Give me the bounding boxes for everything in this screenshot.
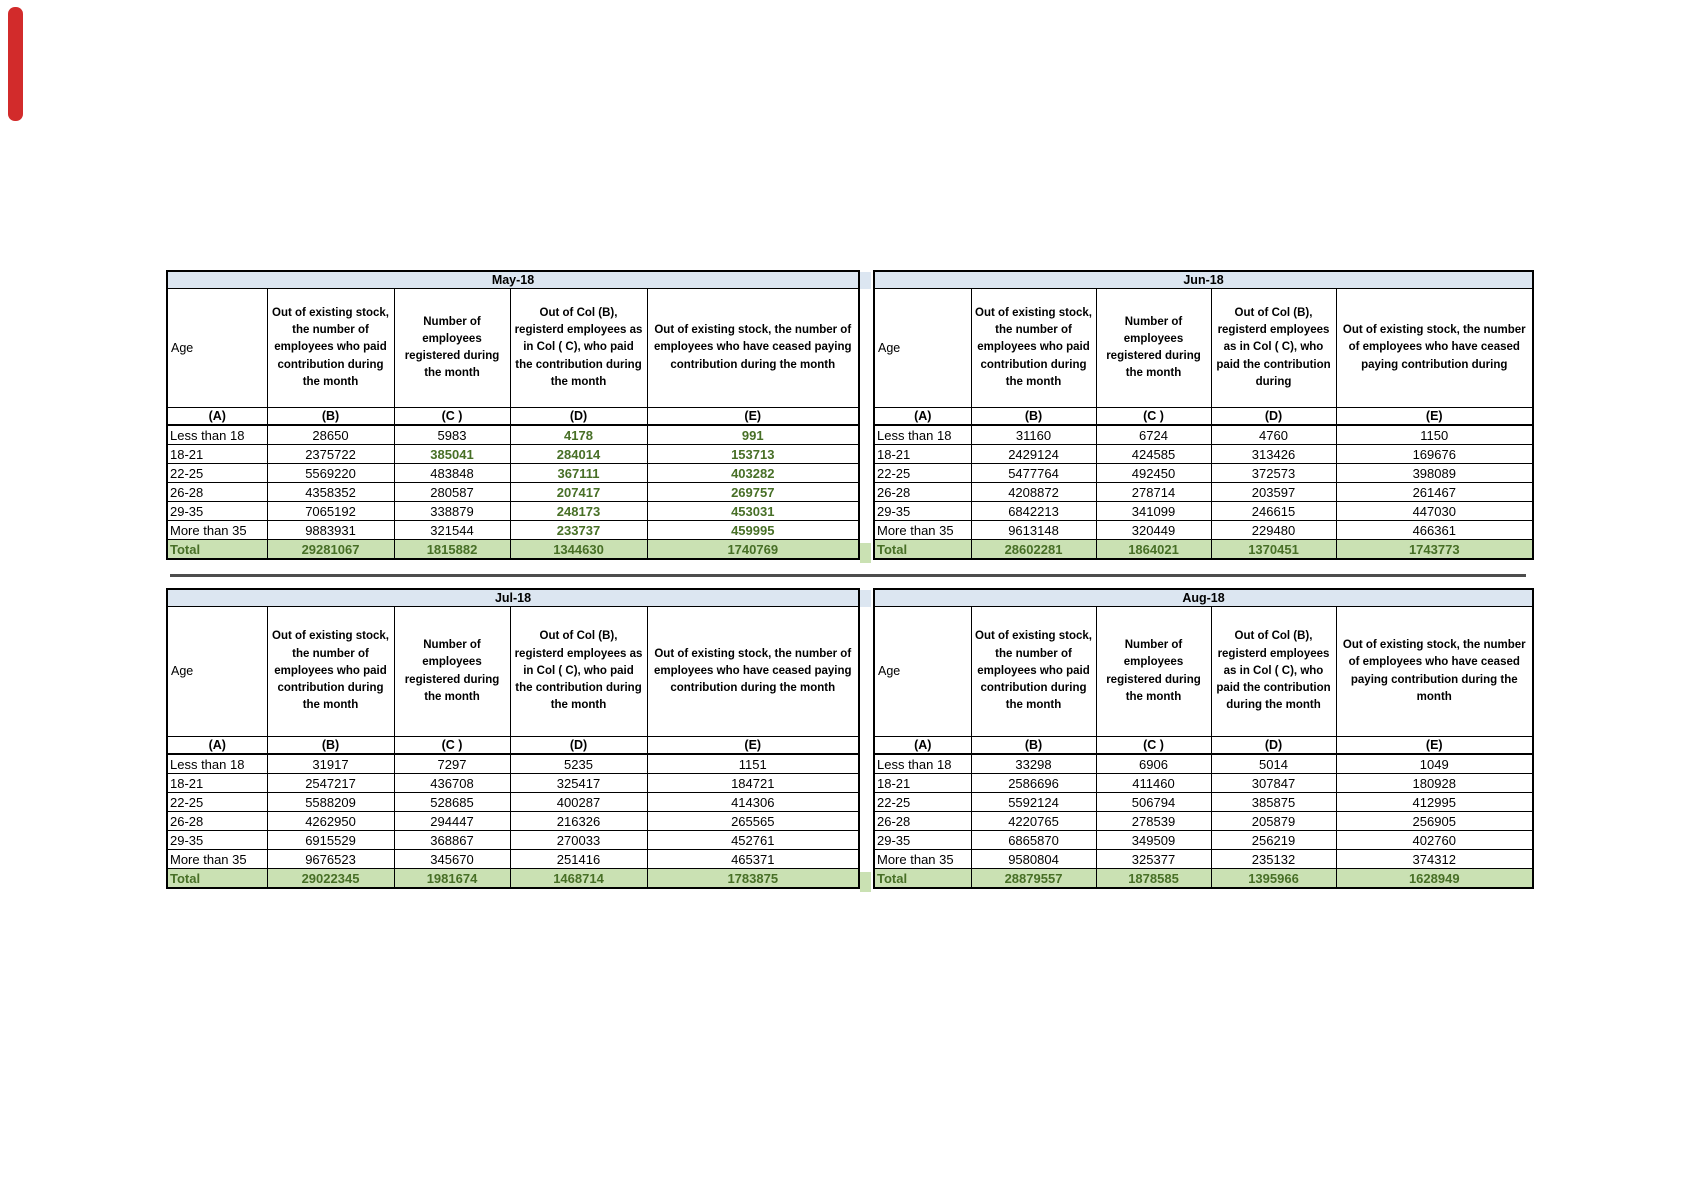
age-cell[interactable]: 26-28: [167, 812, 267, 831]
value-cell[interactable]: 6906: [1096, 754, 1211, 774]
value-cell[interactable]: 4208872: [971, 483, 1096, 502]
value-cell[interactable]: 248173: [510, 502, 647, 521]
total-value-cell[interactable]: 1370451: [1211, 540, 1336, 560]
value-cell[interactable]: 492450: [1096, 464, 1211, 483]
value-cell[interactable]: 9613148: [971, 521, 1096, 540]
column-letter[interactable]: (B): [267, 737, 394, 755]
value-cell[interactable]: 7297: [394, 754, 510, 774]
value-cell[interactable]: 5235: [510, 754, 647, 774]
column-header[interactable]: Number of employees registered during the month: [394, 607, 510, 737]
value-cell[interactable]: 5592124: [971, 793, 1096, 812]
value-cell[interactable]: 2586696: [971, 774, 1096, 793]
value-cell[interactable]: 269757: [647, 483, 859, 502]
value-cell[interactable]: 251416: [510, 850, 647, 869]
table-row: [167, 425, 859, 445]
value-cell[interactable]: 256219: [1211, 831, 1336, 850]
table-row: [874, 850, 1533, 869]
month-table-jul-18: [166, 588, 860, 889]
value-cell[interactable]: 372573: [1211, 464, 1336, 483]
value-cell[interactable]: 2375722: [267, 445, 394, 464]
value-cell[interactable]: 307847: [1211, 774, 1336, 793]
table-row: [874, 425, 1533, 445]
value-cell[interactable]: 483848: [394, 464, 510, 483]
value-cell[interactable]: 4358352: [267, 483, 394, 502]
value-cell[interactable]: 1151: [647, 754, 859, 774]
value-cell[interactable]: 31917: [267, 754, 394, 774]
column-letter[interactable]: (B): [971, 737, 1096, 755]
age-cell[interactable]: More than 35: [167, 521, 267, 540]
age-cell[interactable]: 18-21: [167, 774, 267, 793]
column-letter[interactable]: (A): [874, 737, 971, 755]
age-cell[interactable]: 18-21: [874, 445, 971, 464]
total-label-cell[interactable]: Total: [167, 869, 267, 889]
age-cell[interactable]: 18-21: [167, 445, 267, 464]
table-title-row: [167, 271, 859, 289]
column-letter-row: [874, 408, 1533, 426]
column-header[interactable]: Out of Col (B), registerd employees as in Col ( C), who paid the contribution during the month: [510, 607, 647, 737]
table-title-row: [874, 271, 1533, 289]
value-cell[interactable]: 403282: [647, 464, 859, 483]
value-cell[interactable]: 28650: [267, 425, 394, 445]
table-row: [167, 521, 859, 540]
value-cell[interactable]: 447030: [1336, 502, 1533, 521]
value-cell[interactable]: 229480: [1211, 521, 1336, 540]
column-letter[interactable]: (A): [167, 408, 267, 426]
value-cell[interactable]: 374312: [1336, 850, 1533, 869]
value-cell[interactable]: 7065192: [267, 502, 394, 521]
value-cell[interactable]: 278714: [1096, 483, 1211, 502]
column-letter[interactable]: (E): [1336, 737, 1533, 755]
value-cell[interactable]: 345670: [394, 850, 510, 869]
value-cell[interactable]: 424585: [1096, 445, 1211, 464]
table-row: [874, 754, 1533, 774]
column-header-row: [874, 289, 1533, 408]
value-cell[interactable]: 9883931: [267, 521, 394, 540]
total-value-cell[interactable]: 1981674: [394, 869, 510, 889]
value-cell[interactable]: 400287: [510, 793, 647, 812]
value-cell[interactable]: 349509: [1096, 831, 1211, 850]
column-header[interactable]: Number of employees registered during the month: [394, 289, 510, 408]
table-row: [167, 464, 859, 483]
value-cell[interactable]: 385041: [394, 445, 510, 464]
value-cell[interactable]: 991: [647, 425, 859, 445]
value-cell[interactable]: 4760: [1211, 425, 1336, 445]
column-header[interactable]: Out of existing stock, the number of employees who paid contribution during the month: [267, 607, 394, 737]
table-row: [167, 754, 859, 774]
column-header[interactable]: Out of existing stock, the number of employees who have ceased paying contribution during the month: [647, 289, 859, 408]
age-cell[interactable]: Less than 18: [167, 754, 267, 774]
page-break-line: [170, 574, 1526, 577]
value-cell[interactable]: 6724: [1096, 425, 1211, 445]
table-row: [167, 483, 859, 502]
month-table-jun-18: [873, 270, 1534, 560]
column-letter[interactable]: (A): [167, 737, 267, 755]
column-letter[interactable]: (D): [1211, 408, 1336, 426]
value-cell[interactable]: 6865870: [971, 831, 1096, 850]
value-cell[interactable]: 280587: [394, 483, 510, 502]
table-row: [874, 464, 1533, 483]
value-cell[interactable]: 203597: [1211, 483, 1336, 502]
value-cell[interactable]: 436708: [394, 774, 510, 793]
table-row: [874, 521, 1533, 540]
table-row: [167, 774, 859, 793]
age-cell[interactable]: Less than 18: [167, 425, 267, 445]
column-letter-row: [874, 737, 1533, 755]
value-cell[interactable]: 265565: [647, 812, 859, 831]
total-row: [874, 869, 1533, 889]
total-row: [167, 869, 859, 889]
value-cell[interactable]: 466361: [1336, 521, 1533, 540]
gap-total-sliver-top: [860, 543, 871, 563]
column-header[interactable]: Out of existing stock, the number of employees who have ceased paying contribution during the month: [1336, 607, 1533, 737]
value-cell[interactable]: 5014: [1211, 754, 1336, 774]
value-cell[interactable]: 506794: [1096, 793, 1211, 812]
value-cell[interactable]: 184721: [647, 774, 859, 793]
age-cell[interactable]: 26-28: [874, 812, 971, 831]
total-value-cell[interactable]: 28879557: [971, 869, 1096, 889]
value-cell[interactable]: 153713: [647, 445, 859, 464]
column-header[interactable]: Number of employees registered during the month: [1096, 607, 1211, 737]
value-cell[interactable]: 453031: [647, 502, 859, 521]
column-letter[interactable]: (C ): [394, 408, 510, 426]
column-letter[interactable]: (C ): [394, 737, 510, 755]
value-cell[interactable]: 325377: [1096, 850, 1211, 869]
value-cell[interactable]: 1049: [1336, 754, 1533, 774]
column-letter[interactable]: (D): [1211, 737, 1336, 755]
value-cell[interactable]: 9676523: [267, 850, 394, 869]
total-value-cell[interactable]: 1628949: [1336, 869, 1533, 889]
month-table-aug-18: [873, 588, 1534, 889]
value-cell[interactable]: 341099: [1096, 502, 1211, 521]
column-header-row: [167, 289, 859, 408]
value-cell[interactable]: 452761: [647, 831, 859, 850]
value-cell[interactable]: 459995: [647, 521, 859, 540]
total-row: [167, 540, 859, 560]
value-cell[interactable]: 5588209: [267, 793, 394, 812]
total-value-cell[interactable]: 1878585: [1096, 869, 1211, 889]
value-cell[interactable]: 4220765: [971, 812, 1096, 831]
column-letter[interactable]: (E): [647, 737, 859, 755]
column-header[interactable]: Out of existing stock, the number of employees who paid contribution during the month: [971, 607, 1096, 737]
column-letter[interactable]: (E): [1336, 408, 1533, 426]
age-cell[interactable]: 29-35: [167, 502, 267, 521]
table-row: [874, 831, 1533, 850]
age-column-header[interactable]: Age: [874, 289, 971, 408]
value-cell[interactable]: 402760: [1336, 831, 1533, 850]
age-cell[interactable]: 29-35: [874, 831, 971, 850]
value-cell[interactable]: 235132: [1211, 850, 1336, 869]
value-cell[interactable]: 2547217: [267, 774, 394, 793]
value-cell[interactable]: 31160: [971, 425, 1096, 445]
value-cell[interactable]: 1150: [1336, 425, 1533, 445]
value-cell[interactable]: 338879: [394, 502, 510, 521]
month-title[interactable]: Jul-18: [167, 589, 859, 607]
value-cell[interactable]: 233737: [510, 521, 647, 540]
value-cell[interactable]: 205879: [1211, 812, 1336, 831]
column-header[interactable]: Out of Col (B), registerd employees as in Col ( C), who paid the contribution during the month: [1211, 607, 1336, 737]
column-letter[interactable]: (E): [647, 408, 859, 426]
value-cell[interactable]: 33298: [971, 754, 1096, 774]
table-row: [167, 502, 859, 521]
value-cell[interactable]: 398089: [1336, 464, 1533, 483]
value-cell[interactable]: 412995: [1336, 793, 1533, 812]
value-cell[interactable]: 321544: [394, 521, 510, 540]
age-cell[interactable]: 29-35: [167, 831, 267, 850]
total-label-cell[interactable]: Total: [874, 540, 971, 560]
age-cell[interactable]: More than 35: [874, 850, 971, 869]
value-cell[interactable]: 313426: [1211, 445, 1336, 464]
value-cell[interactable]: 414306: [647, 793, 859, 812]
column-letter[interactable]: (D): [510, 408, 647, 426]
age-cell[interactable]: 26-28: [874, 483, 971, 502]
gap-title-sliver-bottom: [860, 590, 871, 607]
value-cell[interactable]: 261467: [1336, 483, 1533, 502]
column-letter[interactable]: (C ): [1096, 737, 1211, 755]
value-cell[interactable]: 368867: [394, 831, 510, 850]
value-cell[interactable]: 6915529: [267, 831, 394, 850]
value-cell[interactable]: 6842213: [971, 502, 1096, 521]
age-cell[interactable]: Less than 18: [874, 425, 971, 445]
red-marker: [8, 7, 23, 121]
value-cell[interactable]: 278539: [1096, 812, 1211, 831]
value-cell[interactable]: 294447: [394, 812, 510, 831]
month-table-may-18: [166, 270, 860, 560]
value-cell[interactable]: 284014: [510, 445, 647, 464]
month-title[interactable]: Jun-18: [874, 271, 1533, 289]
value-cell[interactable]: 5569220: [267, 464, 394, 483]
table-row: [874, 502, 1533, 521]
column-header[interactable]: Out of existing stock, the number of employees who paid contribution during the month: [971, 289, 1096, 408]
total-value-cell[interactable]: 1783875: [647, 869, 859, 889]
value-cell[interactable]: 465371: [647, 850, 859, 869]
column-letter-row: [167, 408, 859, 426]
column-header[interactable]: Out of Col (B), registerd employees as in Col ( C), who paid the contribution during the month: [510, 289, 647, 408]
total-value-cell[interactable]: 1468714: [510, 869, 647, 889]
table-row: [167, 793, 859, 812]
total-label-cell[interactable]: Total: [874, 869, 971, 889]
table-title-row: [874, 589, 1533, 607]
value-cell[interactable]: 246615: [1211, 502, 1336, 521]
value-cell[interactable]: 270033: [510, 831, 647, 850]
total-value-cell[interactable]: 29022345: [267, 869, 394, 889]
value-cell[interactable]: 169676: [1336, 445, 1533, 464]
column-header[interactable]: Number of employees registered during the month: [1096, 289, 1211, 408]
value-cell[interactable]: 411460: [1096, 774, 1211, 793]
table-row: [874, 812, 1533, 831]
age-column-header[interactable]: Age: [167, 607, 267, 737]
column-letter[interactable]: (C ): [1096, 408, 1211, 426]
value-cell[interactable]: 385875: [1211, 793, 1336, 812]
table-row: [167, 445, 859, 464]
total-value-cell[interactable]: 28602281: [971, 540, 1096, 560]
table-row: [874, 483, 1533, 502]
total-value-cell[interactable]: 1395966: [1211, 869, 1336, 889]
value-cell[interactable]: 180928: [1336, 774, 1533, 793]
age-cell[interactable]: 26-28: [167, 483, 267, 502]
age-cell[interactable]: 22-25: [874, 464, 971, 483]
total-label-cell[interactable]: Total: [167, 540, 267, 560]
total-value-cell[interactable]: 1344630: [510, 540, 647, 560]
column-letter-row: [167, 737, 859, 755]
age-cell[interactable]: Less than 18: [874, 754, 971, 774]
total-value-cell[interactable]: 1864021: [1096, 540, 1211, 560]
value-cell[interactable]: 256905: [1336, 812, 1533, 831]
month-title[interactable]: Aug-18: [874, 589, 1533, 607]
age-cell[interactable]: 22-25: [167, 464, 267, 483]
value-cell[interactable]: 4262950: [267, 812, 394, 831]
value-cell[interactable]: 207417: [510, 483, 647, 502]
age-cell[interactable]: 29-35: [874, 502, 971, 521]
column-header-row: [874, 607, 1533, 737]
column-header[interactable]: Out of Col (B), registerd employees as in Col ( C), who paid the contribution during: [1211, 289, 1336, 408]
value-cell[interactable]: 2429124: [971, 445, 1096, 464]
column-header[interactable]: Out of existing stock, the number of employees who paid contribution during the month: [267, 289, 394, 408]
value-cell[interactable]: 528685: [394, 793, 510, 812]
column-letter[interactable]: (A): [874, 408, 971, 426]
table-row: [874, 774, 1533, 793]
total-value-cell[interactable]: 1740769: [647, 540, 859, 560]
column-header[interactable]: Out of existing stock, the number of employees who have ceased paying contribution during: [1336, 289, 1533, 408]
total-value-cell[interactable]: 29281067: [267, 540, 394, 560]
gap-title-sliver-top: [860, 272, 871, 289]
total-value-cell[interactable]: 1743773: [1336, 540, 1533, 560]
column-letter[interactable]: (B): [971, 408, 1096, 426]
month-title[interactable]: May-18: [167, 271, 859, 289]
table-row: [874, 793, 1533, 812]
gap-total-sliver-bottom: [860, 872, 871, 892]
column-header[interactable]: Out of existing stock, the number of employees who have ceased paying contribution during the month: [647, 607, 859, 737]
value-cell[interactable]: 367111: [510, 464, 647, 483]
value-cell[interactable]: 216326: [510, 812, 647, 831]
total-value-cell[interactable]: 1815882: [394, 540, 510, 560]
table-row: [167, 812, 859, 831]
table-row: [167, 831, 859, 850]
age-column-header[interactable]: Age: [167, 289, 267, 408]
total-row: [874, 540, 1533, 560]
age-cell[interactable]: More than 35: [874, 521, 971, 540]
value-cell[interactable]: 4178: [510, 425, 647, 445]
column-letter[interactable]: (B): [267, 408, 394, 426]
value-cell[interactable]: 9580804: [971, 850, 1096, 869]
column-letter[interactable]: (D): [510, 737, 647, 755]
value-cell[interactable]: 5477764: [971, 464, 1096, 483]
age-cell[interactable]: 22-25: [874, 793, 971, 812]
value-cell[interactable]: 320449: [1096, 521, 1211, 540]
value-cell[interactable]: 5983: [394, 425, 510, 445]
column-header-row: [167, 607, 859, 737]
age-cell[interactable]: 22-25: [167, 793, 267, 812]
age-column-header[interactable]: Age: [874, 607, 971, 737]
table-row: [874, 445, 1533, 464]
age-cell[interactable]: 18-21: [874, 774, 971, 793]
age-cell[interactable]: More than 35: [167, 850, 267, 869]
value-cell[interactable]: 325417: [510, 774, 647, 793]
table-title-row: [167, 589, 859, 607]
table-row: [167, 850, 859, 869]
